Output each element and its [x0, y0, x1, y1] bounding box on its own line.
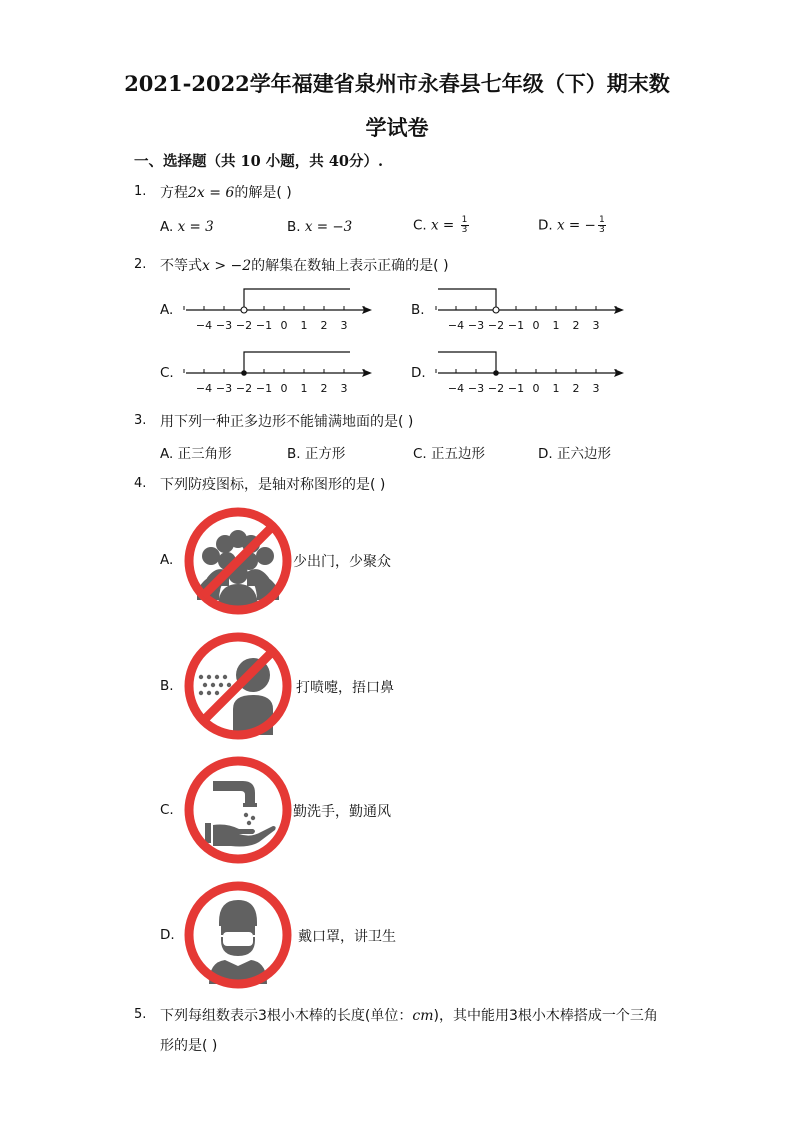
axis-tick-label: −4: [195, 382, 213, 395]
option-a-label[interactable]: A.: [160, 552, 174, 568]
option-c[interactable]: [413, 216, 469, 235]
axis-tick-label: −1: [507, 382, 525, 395]
axis-tick-label: 1: [300, 382, 308, 395]
number-line-c[interactable]: [180, 346, 375, 401]
option-b-caption: 打喷嚏，捂口鼻: [296, 680, 394, 696]
question-5-text-line2: 形的是( ): [160, 1038, 218, 1054]
number-line-d[interactable]: [432, 346, 627, 401]
axis-tick-label: 3: [592, 319, 600, 332]
axis-tick-label: 2: [572, 319, 580, 332]
question-text: 方程: [160, 185, 188, 201]
axis-tick-label: −4: [195, 319, 213, 332]
question-3-text: 用下列一种正多边形不能铺满地面的是( ): [160, 414, 414, 430]
axis-tick-label: 1: [552, 382, 560, 395]
inequality: x > −2: [202, 258, 252, 274]
option-b[interactable]: [287, 219, 352, 235]
denominator: 3: [461, 225, 468, 235]
option-value: x = 3: [177, 219, 214, 235]
option-a[interactable]: [160, 219, 214, 235]
axis-tick-label: −3: [467, 382, 485, 395]
option-value: 正方形: [304, 446, 346, 462]
axis-tick-label: −2: [235, 319, 253, 332]
option-b-label[interactable]: B.: [411, 302, 425, 318]
question-5-text: [160, 1005, 658, 1025]
axis-tick-label: −1: [507, 319, 525, 332]
question-number: 4.: [134, 476, 147, 491]
axis-tick-label: 3: [592, 382, 600, 395]
axis-tick-label: 0: [532, 382, 540, 395]
option-a-caption: 少出门，少聚众: [293, 554, 391, 570]
axis-tick-label: 2: [320, 382, 328, 395]
sneeze-prohibited-icon[interactable]: [183, 631, 293, 741]
axis-tick-label: 1: [300, 319, 308, 332]
option-letter: A.: [160, 446, 174, 462]
question-1-text: [160, 182, 292, 202]
option-d-label[interactable]: D.: [411, 365, 426, 381]
denominator: 3: [598, 225, 605, 235]
equation: 2x = 6: [188, 185, 235, 201]
axis-tick-label: 2: [572, 382, 580, 395]
option-letter: D.: [538, 217, 553, 234]
axis-tick-label: −3: [215, 382, 233, 395]
axis-tick-label: −2: [487, 382, 505, 395]
axis-tick-label: 1: [552, 319, 560, 332]
axis-tick-label: −1: [255, 319, 273, 332]
crowd-prohibited-icon[interactable]: [183, 506, 293, 616]
numerator: 1: [598, 215, 605, 225]
question-2-text: [160, 255, 449, 275]
face-mask-icon[interactable]: [183, 880, 293, 990]
option-value: x =: [431, 217, 459, 234]
numerator: 1: [461, 215, 468, 225]
closed-point: [493, 370, 499, 376]
axis-tick-label: 3: [340, 382, 348, 395]
fraction: [598, 216, 606, 235]
option-letter: C.: [413, 446, 427, 462]
question-4-text: 下列防疫图标，是轴对称图形的是( ): [160, 477, 386, 493]
solution-ray: [244, 289, 350, 310]
option-c-label[interactable]: C.: [160, 802, 174, 818]
option-value: 正六边形: [556, 446, 611, 462]
axis-tick-label: −2: [235, 382, 253, 395]
option-letter: C.: [413, 217, 427, 234]
option-letter: B.: [287, 219, 301, 235]
number-line-a[interactable]: [180, 283, 375, 338]
axis-tick-label: −1: [255, 382, 273, 395]
question-text: 下列每组数表示3根小木棒的长度(单位：: [160, 1008, 413, 1024]
axis-tick-label: 0: [280, 319, 288, 332]
open-point: [493, 307, 499, 313]
page-title-line1: 2021-2022学年福建省泉州市永春县七年级（下）期末数: [124, 71, 670, 96]
question-number: 3.: [134, 413, 147, 428]
option-c[interactable]: [413, 442, 485, 462]
axis-tick-label: −3: [467, 319, 485, 332]
option-d[interactable]: [538, 216, 606, 235]
axis-tick-label: 0: [532, 319, 540, 332]
axis-tick-label: −4: [447, 382, 465, 395]
option-value: 正三角形: [177, 446, 232, 462]
closed-point: [241, 370, 247, 376]
option-d-label[interactable]: D.: [160, 927, 175, 943]
option-d-caption: 戴口罩，讲卫生: [298, 929, 396, 945]
question-number: 5.: [134, 1007, 147, 1022]
axis-tick-label: 2: [320, 319, 328, 332]
question-text: 的解集在数轴上表示正确的是( ): [251, 258, 449, 274]
question-text: 不等式: [160, 258, 202, 274]
axis-tick-label: 3: [340, 319, 348, 332]
question-text: 的解是( ): [234, 185, 292, 201]
axis-tick-label: −4: [447, 319, 465, 332]
solution-ray: [244, 352, 350, 373]
unit: cm: [412, 1008, 434, 1024]
option-c-caption: 勤洗手，勤通风: [293, 804, 391, 820]
solution-ray: [438, 289, 496, 310]
question-number: 1.: [134, 184, 147, 199]
option-value: x = −3: [304, 219, 353, 235]
option-d[interactable]: [538, 442, 611, 462]
open-point: [241, 307, 247, 313]
option-a-label[interactable]: A.: [160, 302, 174, 318]
axis-tick-label: 0: [280, 382, 288, 395]
axis-tick-label: −2: [487, 319, 505, 332]
question-text: )，其中能用3根小木棒搭成一个三角: [433, 1008, 658, 1024]
section-heading: 一、选择题（共 10 小题，共 40分）.: [134, 153, 384, 170]
option-b-label[interactable]: B.: [160, 678, 174, 694]
option-a[interactable]: [160, 442, 232, 462]
fraction: [461, 216, 469, 235]
question-number: 2.: [134, 257, 147, 272]
option-value: x = −: [556, 217, 596, 234]
number-line-b[interactable]: [432, 283, 627, 338]
option-value: 正五边形: [431, 446, 486, 462]
hand-washing-icon[interactable]: [183, 755, 293, 865]
option-letter: B.: [287, 446, 301, 462]
option-c-label[interactable]: C.: [160, 365, 174, 381]
axis-tick-label: −3: [215, 319, 233, 332]
option-letter: D.: [538, 446, 553, 462]
solution-ray: [438, 352, 496, 373]
option-letter: A.: [160, 219, 174, 235]
page-title-line2: 学试卷: [365, 115, 429, 140]
option-b[interactable]: [287, 442, 345, 462]
